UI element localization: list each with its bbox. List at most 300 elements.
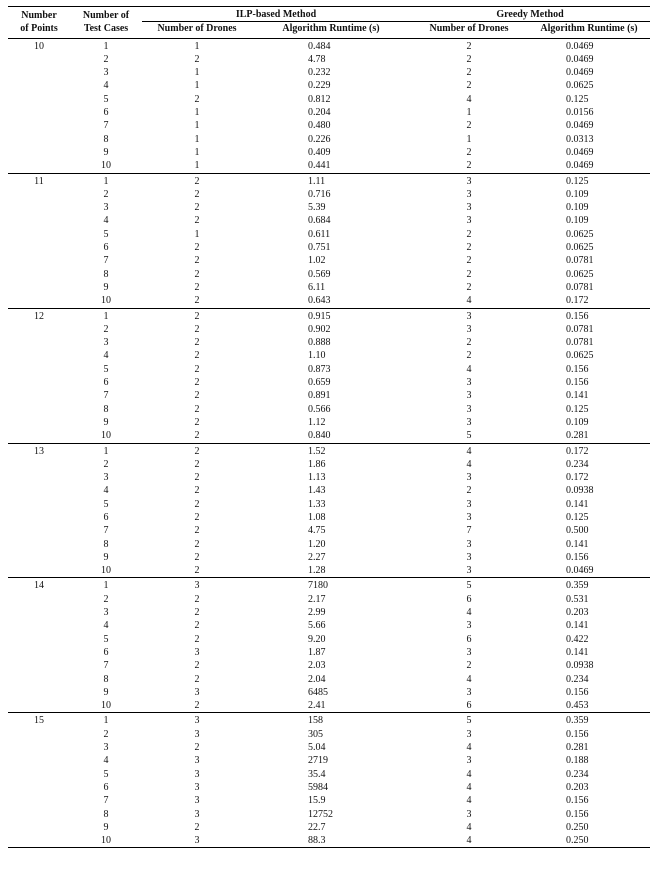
cell-number-of-points — [8, 768, 70, 781]
cell-greedy-drones: 2 — [466, 350, 472, 362]
cell-greedy-drones: 4 — [466, 795, 472, 807]
table-row — [8, 713, 650, 728]
header-greedy-method — [410, 7, 650, 22]
cell-greedy-runtime: 0.109 — [566, 215, 589, 227]
header-ilp-number-of-drones: Number of Drones — [142, 22, 252, 38]
cell-test-case: 5 — [103, 633, 109, 645]
cell-ilp-runtime: 0.229 — [308, 80, 331, 92]
table-row — [8, 228, 650, 241]
cell-ilp-drones: 2 — [194, 633, 200, 645]
cell-ilp-runtime: 1.86 — [308, 458, 326, 470]
cell-ilp-runtime: 12752 — [308, 808, 333, 820]
table-row — [8, 686, 650, 699]
header-number-of-test-cases-line2: Test Cases — [70, 22, 142, 38]
table-row — [8, 768, 650, 781]
cell-greedy-drones: 5 — [466, 580, 472, 592]
cell-greedy-runtime: 0.0625 — [566, 350, 594, 362]
cell-greedy-drones: 2 — [466, 485, 472, 497]
cell-test-case: 3 — [103, 337, 109, 349]
cell-greedy-runtime: 0.531 — [566, 593, 589, 605]
cell-ilp-runtime: 1.87 — [308, 646, 326, 658]
cell-ilp-runtime: 0.716 — [308, 188, 331, 200]
table-row — [8, 578, 650, 593]
cell-ilp-runtime: 1.13 — [308, 472, 326, 484]
cell-greedy-drones: 2 — [466, 146, 472, 158]
header-number-of-points-line1: Number — [8, 7, 70, 22]
table-header — [8, 7, 650, 39]
cell-number-of-points — [8, 834, 70, 848]
cell-number-of-points — [8, 593, 70, 606]
cell-test-case: 3 — [103, 67, 109, 79]
table-row — [8, 606, 650, 619]
cell-number-of-points — [8, 524, 70, 537]
header-ilp-method — [142, 7, 410, 22]
cell-greedy-runtime: 0.0781 — [566, 323, 594, 335]
cell-test-case: 8 — [103, 403, 109, 415]
cell-test-case: 2 — [103, 188, 109, 200]
table-row — [8, 281, 650, 294]
cell-test-case: 9 — [103, 686, 109, 698]
cell-ilp-runtime: 15.9 — [308, 795, 326, 807]
cell-number-of-points — [8, 93, 70, 106]
cell-greedy-runtime: 0.141 — [566, 538, 589, 550]
cell-greedy-drones: 4 — [466, 458, 472, 470]
cell-ilp-runtime: 0.891 — [308, 390, 331, 402]
cell-greedy-runtime: 0.0938 — [566, 485, 594, 497]
cell-greedy-drones: 4 — [466, 93, 472, 105]
cell-test-case: 2 — [103, 458, 109, 470]
cell-greedy-runtime: 0.0781 — [566, 281, 594, 293]
cell-test-case: 8 — [103, 268, 109, 280]
table-row — [8, 673, 650, 686]
cell-greedy-drones: 4 — [466, 768, 472, 780]
results-table — [8, 6, 650, 848]
cell-greedy-runtime: 0.0625 — [566, 228, 594, 240]
cell-number-of-points — [8, 633, 70, 646]
cell-greedy-runtime: 0.141 — [566, 390, 589, 402]
table-row — [8, 458, 650, 471]
cell-greedy-drones: 7 — [466, 525, 472, 537]
cell-ilp-runtime: 2.04 — [308, 673, 326, 685]
cell-greedy-runtime: 0.0625 — [566, 268, 594, 280]
cell-ilp-drones: 2 — [194, 53, 200, 65]
cell-ilp-drones: 3 — [194, 768, 200, 780]
cell-number-of-points — [8, 106, 70, 119]
cell-greedy-runtime: 0.156 — [566, 686, 589, 698]
table-row — [8, 38, 650, 53]
table-row — [8, 794, 650, 807]
cell-greedy-drones: 3 — [466, 310, 472, 322]
cell-greedy-runtime: 0.109 — [566, 202, 589, 214]
cell-number-of-points — [8, 188, 70, 201]
cell-greedy-drones: 2 — [466, 80, 472, 92]
cell-greedy-runtime: 0.125 — [566, 403, 589, 415]
table-row — [8, 323, 650, 336]
cell-greedy-drones: 3 — [466, 646, 472, 658]
cell-greedy-drones: 3 — [466, 390, 472, 402]
cell-ilp-runtime: 2.17 — [308, 593, 326, 605]
cell-test-case: 3 — [103, 202, 109, 214]
cell-ilp-drones: 2 — [194, 268, 200, 280]
cell-greedy-drones: 3 — [466, 472, 472, 484]
cell-test-case: 9 — [103, 551, 109, 563]
cell-number-of-points: 12 — [34, 310, 44, 322]
cell-greedy-drones: 2 — [466, 53, 472, 65]
cell-ilp-drones: 2 — [194, 742, 200, 754]
cell-test-case: 8 — [103, 538, 109, 550]
table-row — [8, 201, 650, 214]
cell-greedy-drones: 3 — [466, 202, 472, 214]
cell-greedy-runtime: 0.156 — [566, 728, 589, 740]
cell-ilp-runtime: 1.52 — [308, 445, 326, 457]
cell-ilp-drones: 2 — [194, 390, 200, 402]
cell-number-of-points — [8, 201, 70, 214]
cell-greedy-drones: 4 — [466, 781, 472, 793]
cell-ilp-runtime: 0.611 — [308, 228, 331, 240]
cell-ilp-runtime: 1.28 — [252, 564, 410, 578]
cell-greedy-drones: 3 — [466, 728, 472, 740]
cell-ilp-drones: 2 — [194, 472, 200, 484]
cell-test-case: 6 — [103, 781, 109, 793]
cell-test-case: 4 — [103, 215, 109, 227]
cell-test-case: 9 — [103, 146, 109, 158]
cell-ilp-drones: 2 — [194, 337, 200, 349]
table-row — [8, 214, 650, 227]
cell-greedy-runtime: 0.0938 — [566, 660, 594, 672]
table-row — [8, 659, 650, 672]
table-row — [8, 106, 650, 119]
cell-test-case: 6 — [103, 107, 109, 119]
cell-greedy-runtime: 0.250 — [528, 834, 650, 848]
cell-number-of-points — [8, 79, 70, 92]
cell-test-case: 4 — [103, 80, 109, 92]
table-row — [8, 443, 650, 458]
cell-ilp-runtime: 158 — [308, 715, 323, 727]
cell-test-case: 5 — [103, 768, 109, 780]
cell-number-of-points — [8, 363, 70, 376]
cell-greedy-runtime: 0.0313 — [566, 133, 594, 145]
cell-number-of-points — [8, 403, 70, 416]
cell-ilp-runtime: 0.441 — [252, 159, 410, 173]
cell-ilp-runtime: 9.20 — [308, 633, 326, 645]
table-row — [8, 159, 650, 173]
cell-ilp-drones: 2 — [194, 445, 200, 457]
header-greedy-number-of-drones: Number of Drones — [410, 22, 528, 38]
table-row — [8, 593, 650, 606]
cell-ilp-drones: 2 — [194, 363, 200, 375]
cell-ilp-drones: 2 — [142, 564, 252, 578]
cell-greedy-runtime: 0.141 — [566, 646, 589, 658]
table-row — [8, 429, 650, 443]
cell-greedy-drones: 3 — [466, 175, 472, 187]
cell-ilp-runtime: 1.20 — [308, 538, 326, 550]
cell-ilp-runtime: 1.10 — [308, 350, 326, 362]
cell-number-of-points — [8, 66, 70, 79]
cell-ilp-drones: 3 — [194, 755, 200, 767]
cell-test-case: 9 — [103, 416, 109, 428]
cell-test-case: 4 — [103, 350, 109, 362]
cell-ilp-runtime: 5.39 — [308, 202, 326, 214]
cell-greedy-drones: 3 — [466, 215, 472, 227]
table-row — [8, 538, 650, 551]
cell-ilp-runtime: 1.43 — [308, 485, 326, 497]
cell-test-case: 5 — [103, 93, 109, 105]
cell-ilp-drones: 1 — [194, 120, 200, 132]
cell-test-case: 5 — [103, 498, 109, 510]
cell-greedy-runtime: 0.281 — [528, 429, 650, 443]
cell-test-case: 7 — [103, 525, 109, 537]
cell-greedy-runtime: 0.0469 — [566, 67, 594, 79]
cell-test-case: 7 — [103, 255, 109, 267]
cell-greedy-drones: 3 — [466, 377, 472, 389]
cell-greedy-drones: 2 — [466, 228, 472, 240]
cell-greedy-runtime: 0.109 — [566, 416, 589, 428]
table-row — [8, 728, 650, 741]
cell-ilp-runtime: 2.03 — [308, 660, 326, 672]
cell-number-of-points — [8, 686, 70, 699]
cell-ilp-drones: 2 — [194, 673, 200, 685]
cell-greedy-drones: 1 — [466, 133, 472, 145]
cell-ilp-drones: 2 — [194, 242, 200, 254]
cell-ilp-drones: 2 — [194, 821, 200, 833]
cell-number-of-points — [8, 498, 70, 511]
cell-greedy-runtime: 0.500 — [566, 525, 589, 537]
cell-number-of-points — [8, 484, 70, 497]
table-row — [8, 79, 650, 92]
cell-greedy-drones: 3 — [466, 416, 472, 428]
cell-test-case: 3 — [103, 607, 109, 619]
cell-greedy-drones: 2 — [466, 242, 472, 254]
cell-greedy-drones: 3 — [410, 564, 528, 578]
cell-ilp-runtime: 2.99 — [308, 607, 326, 619]
table-row — [8, 471, 650, 484]
cell-greedy-drones: 2 — [466, 255, 472, 267]
cell-greedy-runtime: 0.141 — [566, 498, 589, 510]
cell-test-case: 5 — [103, 228, 109, 240]
cell-test-case: 2 — [103, 728, 109, 740]
cell-number-of-points — [8, 281, 70, 294]
cell-greedy-runtime: 0.0469 — [566, 53, 594, 65]
cell-test-case: 4 — [103, 485, 109, 497]
table-row — [8, 564, 650, 578]
cell-greedy-runtime: 0.0469 — [566, 40, 594, 52]
cell-test-case: 3 — [103, 742, 109, 754]
cell-ilp-runtime: 7180 — [308, 580, 328, 592]
cell-ilp-runtime: 4.75 — [308, 525, 326, 537]
cell-ilp-drones: 2 — [194, 188, 200, 200]
cell-test-case: 10 — [70, 294, 142, 308]
cell-test-case: 4 — [103, 620, 109, 632]
cell-number-of-points — [8, 646, 70, 659]
cell-greedy-drones: 3 — [466, 538, 472, 550]
cell-ilp-runtime: 1.02 — [308, 255, 326, 267]
cell-ilp-drones: 2 — [194, 525, 200, 537]
cell-test-case: 7 — [103, 795, 109, 807]
cell-ilp-drones: 2 — [194, 660, 200, 672]
table-row — [8, 808, 650, 821]
table-row — [8, 821, 650, 834]
cell-greedy-runtime: 0.156 — [566, 377, 589, 389]
cell-greedy-drones: 6 — [466, 593, 472, 605]
ilp-method-label: ILP-based Method — [235, 9, 317, 20]
table-row — [8, 754, 650, 767]
cell-test-case: 9 — [103, 821, 109, 833]
cell-ilp-runtime: 0.840 — [252, 429, 410, 443]
cell-number-of-points — [8, 821, 70, 834]
cell-greedy-drones: 6 — [466, 633, 472, 645]
cell-number-of-points — [8, 659, 70, 672]
cell-ilp-drones: 2 — [194, 377, 200, 389]
cell-ilp-drones: 3 — [194, 715, 200, 727]
cell-ilp-drones: 2 — [194, 416, 200, 428]
greedy-method-label: Greedy Method — [496, 9, 564, 20]
cell-ilp-runtime: 35.4 — [308, 768, 326, 780]
cell-test-case: 3 — [103, 472, 109, 484]
table-row — [8, 66, 650, 79]
cell-number-of-points — [8, 119, 70, 132]
cell-number-of-points — [8, 781, 70, 794]
table-row — [8, 403, 650, 416]
cell-greedy-drones: 4 — [410, 294, 528, 308]
table-row — [8, 308, 650, 323]
cell-number-of-points: 14 — [34, 580, 44, 592]
table-row — [8, 416, 650, 429]
cell-ilp-runtime: 6485 — [308, 686, 328, 698]
table-row — [8, 363, 650, 376]
cell-ilp-drones: 2 — [194, 403, 200, 415]
cell-ilp-runtime: 1.12 — [308, 416, 326, 428]
cell-ilp-runtime: 0.566 — [308, 403, 331, 415]
cell-ilp-runtime: 2719 — [308, 755, 328, 767]
cell-greedy-drones: 4 — [466, 673, 472, 685]
cell-ilp-runtime: 5984 — [308, 781, 328, 793]
header-greedy-algorithm-runtime: Algorithm Runtime (s) — [528, 22, 650, 38]
cell-test-case: 2 — [103, 323, 109, 335]
cell-greedy-runtime: 0.0625 — [566, 242, 594, 254]
cell-ilp-runtime: 0.409 — [308, 146, 331, 158]
cell-ilp-drones: 2 — [194, 202, 200, 214]
cell-greedy-drones: 2 — [466, 268, 472, 280]
table-row — [8, 294, 650, 308]
cell-greedy-drones: 2 — [466, 337, 472, 349]
cell-test-case: 8 — [103, 133, 109, 145]
cell-number-of-points — [8, 53, 70, 66]
table-row — [8, 53, 650, 66]
table-row — [8, 241, 650, 254]
cell-ilp-runtime: 2.27 — [308, 551, 326, 563]
cell-ilp-runtime: 0.226 — [308, 133, 331, 145]
cell-ilp-drones: 2 — [194, 458, 200, 470]
cell-number-of-points — [8, 471, 70, 484]
table-body — [8, 38, 650, 848]
cell-greedy-drones: 3 — [466, 323, 472, 335]
cell-ilp-drones: 1 — [194, 40, 200, 52]
table-row — [8, 376, 650, 389]
cell-ilp-drones: 1 — [194, 80, 200, 92]
cell-greedy-drones: 2 — [410, 159, 528, 173]
cell-ilp-drones: 2 — [194, 498, 200, 510]
cell-test-case: 5 — [103, 363, 109, 375]
cell-number-of-points — [8, 564, 70, 578]
cell-ilp-drones: 2 — [194, 593, 200, 605]
cell-ilp-runtime: 0.204 — [308, 107, 331, 119]
cell-ilp-runtime: 22.7 — [308, 821, 326, 833]
cell-greedy-runtime: 0.422 — [566, 633, 589, 645]
cell-number-of-points — [8, 673, 70, 686]
table-row — [8, 633, 650, 646]
cell-ilp-runtime: 1.33 — [308, 498, 326, 510]
cell-test-case: 6 — [103, 377, 109, 389]
cell-ilp-drones: 2 — [142, 294, 252, 308]
cell-number-of-points — [8, 323, 70, 336]
cell-number-of-points — [8, 794, 70, 807]
cell-test-case: 10 — [70, 564, 142, 578]
cell-number-of-points: 11 — [34, 175, 44, 187]
cell-greedy-drones: 1 — [466, 107, 472, 119]
cell-test-case: 7 — [103, 660, 109, 672]
table-row — [8, 699, 650, 713]
cell-greedy-runtime: 0.156 — [566, 363, 589, 375]
cell-test-case: 6 — [103, 511, 109, 523]
cell-ilp-runtime: 1.08 — [308, 511, 326, 523]
cell-number-of-points — [8, 538, 70, 551]
cell-greedy-runtime: 0.125 — [566, 511, 589, 523]
cell-greedy-runtime: 0.156 — [566, 795, 589, 807]
cell-number-of-points: 13 — [34, 445, 44, 457]
cell-greedy-drones: 3 — [466, 808, 472, 820]
cell-ilp-drones: 3 — [194, 795, 200, 807]
cell-number-of-points — [8, 619, 70, 632]
cell-test-case: 10 — [70, 159, 142, 173]
cell-greedy-runtime: 0.281 — [566, 742, 589, 754]
cell-greedy-drones: 4 — [466, 607, 472, 619]
cell-number-of-points — [8, 214, 70, 227]
table-row — [8, 484, 650, 497]
cell-ilp-drones: 3 — [194, 646, 200, 658]
cell-ilp-runtime: 1.11 — [308, 175, 326, 187]
cell-greedy-drones: 5 — [466, 715, 472, 727]
cell-greedy-drones: 2 — [466, 660, 472, 672]
cell-ilp-runtime: 0.232 — [308, 67, 331, 79]
cell-ilp-runtime: 0.659 — [308, 377, 331, 389]
cell-greedy-runtime: 0.0469 — [566, 146, 594, 158]
cell-test-case: 8 — [103, 808, 109, 820]
cell-test-case: 1 — [103, 445, 109, 457]
cell-ilp-runtime: 0.915 — [308, 310, 331, 322]
cell-number-of-points — [8, 389, 70, 402]
table-row — [8, 336, 650, 349]
cell-ilp-runtime: 5.66 — [308, 620, 326, 632]
cell-number-of-points — [8, 808, 70, 821]
cell-ilp-drones: 2 — [142, 699, 252, 713]
cell-number-of-points — [8, 551, 70, 564]
cell-greedy-runtime: 0.125 — [566, 93, 589, 105]
cell-greedy-drones: 3 — [466, 511, 472, 523]
cell-greedy-drones: 2 — [466, 281, 472, 293]
cell-ilp-drones: 2 — [194, 310, 200, 322]
cell-ilp-drones: 2 — [194, 93, 200, 105]
table-row — [8, 268, 650, 281]
cell-ilp-drones: 2 — [194, 538, 200, 550]
cell-ilp-drones: 3 — [194, 808, 200, 820]
cell-greedy-runtime: 0.0781 — [566, 337, 594, 349]
cell-number-of-points — [8, 416, 70, 429]
table-row — [8, 173, 650, 188]
cell-number-of-points — [8, 376, 70, 389]
cell-number-of-points — [8, 606, 70, 619]
cell-greedy-runtime: 0.172 — [566, 472, 589, 484]
cell-ilp-drones: 2 — [194, 255, 200, 267]
